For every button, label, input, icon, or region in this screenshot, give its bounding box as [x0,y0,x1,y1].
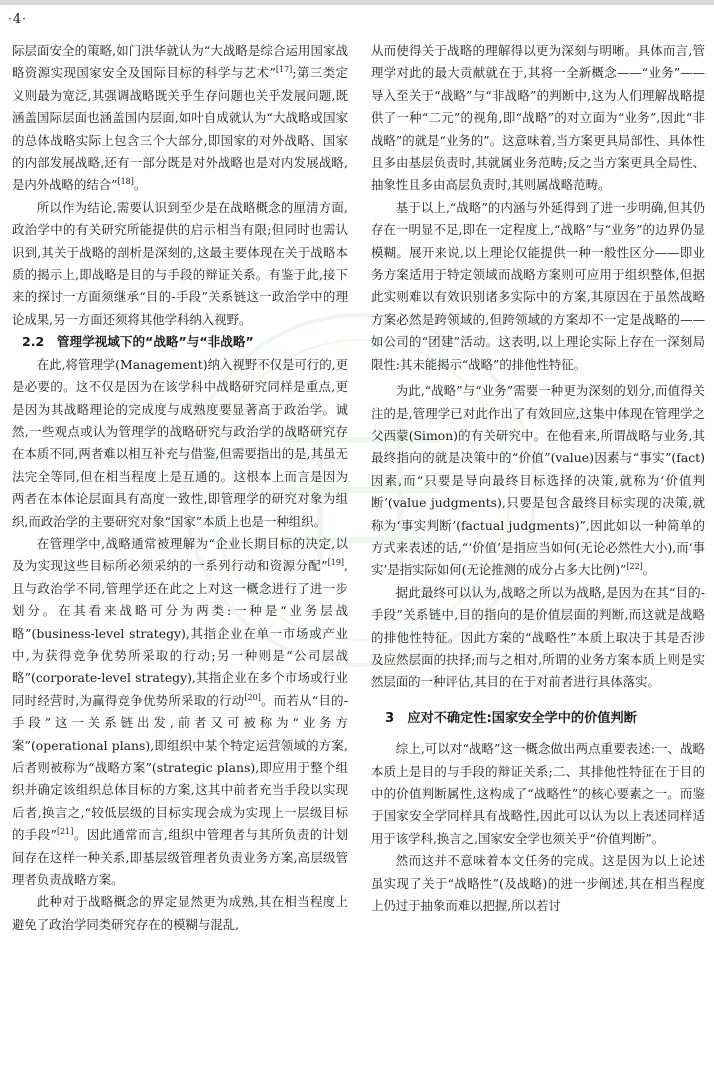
paragraph: 所以作为结论,需要认识到至少是在战略概念的厘清方面,政治学中的有关研究所能提供的启示相当有限;但同时也需认识到,其关于战略的剖析是深刻的,这最主要体现在关于战略本质的揭示上,即战略是目的与手段的辩证关系。有鉴于此,接下来的探讨一方面须继承“目的-手段”关系链这一政治学中的理论成果,另一方面还须将其他学科纳入视野。 [12,199,348,327]
section-heading: 3 应对不确定性:国家安全学中的价值判断 [385,710,637,726]
subsection-heading: 2.2 管理学视域下的“战略”与“非战略” [22,334,254,350]
paragraph: 基于以上,“战略”的内涵与外延得到了进一步明确,但其仍存在一明显不足,即在一定程度上,“战略”与“业务”的边界仍显模糊。展开来说,以上理论仅能提供一种一般性区分——即业务方案适用于特定领域而战略方案则可应用于组织整体,但据此实则难以有效识别诸多实际中的方案,其原因在于虽然战略方案必然是跨领域的,但跨领域的方案却不一定是战略的——如公司的“团建”活动。这表明,以上理论实际上存在一深刻局限性:其未能揭示“战略”的排他性特征。 [371,199,705,372]
citation-ref: [18] [117,177,134,187]
header-rule [0,0,714,5]
page-number-value: 4 [12,12,23,27]
page-number: ·4· [8,12,27,27]
citation-ref: [17] [275,65,293,75]
paragraph: 据此最终可以认为,战略之所以为战略,是因为在其“目的-手段”关系链中,目的指向的是价值层面的判断,而这就是战略的排他性特征。因此方案的“战略性”本质上取决于其是否涉及应然层面的抉择;而与之相对,所谓的业务方案本质上则是实然层面的一种评估,其目的在于对前者进行具体落实。 [371,584,705,690]
paragraph: 为此,“战略”与“业务”需要一种更为深刻的划分,而值得关注的是,管理学已对此作出了有效回应,这集中体现在管理学之父西蒙(Simon)的有关研究中。在他看来,所谓战略与业务,其最终指向的就是决策中的“价值”(value)因素与“事实”(fact)因素,而“只要是导向最终目标选择的决策,就称为‘价值判断’(value judgments),只要是包含最终目标实现的决策,就称为‘事实判断’(factual judgments)”,因此如以一种简单的方式来表述的话,“‘价值’是指应当如何(无论必然性大小),而‘事实’是指实际如何(无论推测的成分占多大比例)”[22]。 [371,383,705,578]
citation-ref: [20] [244,692,261,702]
paragraph: 在此,将管理学(Management)纳入视野不仅是可行的,更是必要的。这不仅是因为在该学科中战略研究同样是重点,更是因为其战略理论的完成度与成熟度要显著高于政治学。诚然,一些观点或认为管理学的战略研究与政治学的战略研究存在本质不同,两者难以相互补充与借鉴,但需要指出的是,其虽无法完全等同,但在相当程度上是互通的。这根本上而言是因为两者在本体论层面具有高度一致性,即管理学的研究对象为组织,而政治学的主要研究对象“国家”本质上也是一种组织。 [12,356,348,529]
paragraph: 从而使得关于战略的理解得以更为深刻与明晰。具体而言,管理学对此的最大贡献就在于,其将一全新概念——“业务”——导入至关于“战略”与“非战略”的判断中,这为人们理解战略提供了一种“二元”的视角,即“战略”的对立面为“业务”,因此“非战略”的就是“业务的”。这意味着,当方案更具局部性、具体性且多由基层负责时,其就属业务范畴;反之当方案更具全局性、抽象性且多由高层负责时,其则属战略范畴。 [371,43,705,193]
paragraph: 在管理学中,战略通常被理解为“企业长期目标的决定,以及为实现这些目标所必须采纳的一系列行动和资源分配”[19],且与政治学不同,管理学还在此之上对这一概念进行了进一步划分。在其看来战略可分为两类:一种是“业务层战略”(business-level strategy),其指企业在单一市场或产业中,为获得竞争优势所采取的行动;另一种则是“公司层战略”(corporate-level strategy),其指企业在多个市场或行业同时经营时,为赢得竞争优势所采取的行动[20]。而若从“目的-手段”这一关系链出发,前者又可被称为“业务方案”(operational plans),即组织中某个特定运营领域的方案,后者则被称为“战略方案”(strategic plans),即应用于整个组织并确定该组织总体目标的方案,这其中前者充当手段以实现后者,换言之,“较低层级的目标实现会成为实现上一层级目标的手段”[21]。因此通常而言,组织中管理者与其所负责的计划间存在这样一种关系,即基层级管理者负责业务方案,高层级管理者负责战略方案。 [12,535,348,888]
paragraph: 际层面安全的策略,如门洪华就认为“大战略是综合运用国家战略资源实现国家安全及国际目标的科学与艺术”[17];第三类定义则最为宽泛,其强调战略既关乎生存问题也关乎发展问题,既涵盖国际层面也涵盖国内层面,如叶自成就认为“大战略或国家的总体战略实际上包含三个大部分,即国家的对外战略、国家的内部发展战略,还有一部分既是对外战略也是对内发展战略,是内外战略的结合”[18]。 [12,43,348,193]
citation-ref: [19] [327,558,345,568]
citation-ref: [21] [56,827,74,837]
paragraph: 此种对于战略概念的界定显然更为成熟,其在相当程度上避免了政治学同类研究存在的模糊与混乱, [12,894,348,932]
paragraph: 然而这并不意味着本文任务的完成。这是因为以上论述虽实现了关于“战略性”(及战略)的进一步阐述,其在相当程度上仍过于抽象而难以把握,所以若讨 [371,853,705,914]
right-column [371,40,705,917]
left-column [12,40,348,936]
paragraph: 综上,可以对“战略”这一概念做出两点重要表述:一、战略本质上是目的与手段的辩证关系;二、其排他性特征在于目的中的价值判断属性,这构成了“战略性”的核心要素之一。而鉴于国家安全学同样具有战略性,因此可以认为以上表述同样适用于该学科,换言之,国家安全学也须关乎“价值判断”。 [371,741,705,846]
citation-ref: [22] [626,562,643,572]
